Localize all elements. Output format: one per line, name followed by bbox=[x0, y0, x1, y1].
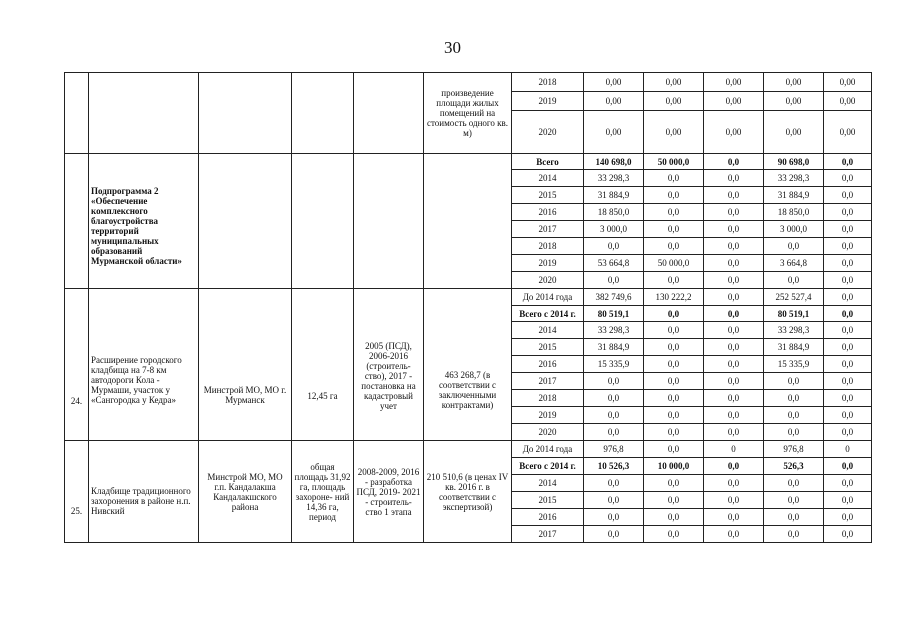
amount-cell: 10 000,0 bbox=[644, 458, 704, 475]
amount-cell: 0,00 bbox=[584, 111, 644, 154]
amount-cell: 0,0 bbox=[644, 475, 704, 492]
amount-cell: 0,0 bbox=[824, 390, 872, 407]
amount-cell: 0,0 bbox=[584, 272, 644, 289]
amount-cell: 0,00 bbox=[644, 111, 704, 154]
amount-cell: 0 bbox=[824, 441, 872, 458]
amount-cell: 0,0 bbox=[824, 322, 872, 339]
amount-cell: 0,0 bbox=[764, 272, 824, 289]
year-cell: 2020 bbox=[512, 424, 584, 441]
amount-cell: 0,0 bbox=[824, 238, 872, 255]
col-num-cell bbox=[65, 154, 89, 289]
amount-cell: 0,0 bbox=[824, 492, 872, 509]
amount-cell: 140 698,0 bbox=[584, 154, 644, 170]
amount-cell: 976,8 bbox=[764, 441, 824, 458]
year-cell: Всего с 2014 г. bbox=[512, 458, 584, 475]
year-cell: Всего bbox=[512, 154, 584, 170]
amount-cell: 0,0 bbox=[584, 492, 644, 509]
amount-cell: 31 884,9 bbox=[584, 339, 644, 356]
item-24-period: 2005 (ПСД), 2006-2016 (строитель- ство), 2017 - постановка на кадастровый учет bbox=[354, 289, 424, 441]
table-row bbox=[65, 154, 872, 170]
amount-cell: 0,0 bbox=[764, 492, 824, 509]
financing-table bbox=[64, 72, 872, 543]
amount-cell: 0,0 bbox=[584, 373, 644, 390]
amount-cell: 33 298,3 bbox=[764, 322, 824, 339]
col-name-cell bbox=[89, 73, 199, 154]
amount-cell: 0,0 bbox=[764, 373, 824, 390]
year-cell: До 2014 года bbox=[512, 441, 584, 458]
amount-cell: 0,0 bbox=[644, 272, 704, 289]
amount-cell: 33 298,3 bbox=[584, 322, 644, 339]
amount-cell: 0,00 bbox=[824, 111, 872, 154]
amount-cell: 18 850,0 bbox=[584, 204, 644, 221]
amount-cell: 0,0 bbox=[824, 407, 872, 424]
continued-cost-text: произведение площади жилых помещений на стоимость одного кв. м) bbox=[424, 73, 512, 154]
amount-cell: 0,0 bbox=[764, 526, 824, 543]
amount-cell: 0,0 bbox=[704, 475, 764, 492]
amount-cell: 3 000,0 bbox=[764, 221, 824, 238]
col-org-cell bbox=[199, 154, 292, 289]
item-24-capacity: 12,45 га bbox=[292, 289, 354, 441]
amount-cell: 0,00 bbox=[584, 92, 644, 111]
amount-cell: 0,0 bbox=[704, 204, 764, 221]
amount-cell: 3 000,0 bbox=[584, 221, 644, 238]
amount-cell: 0,0 bbox=[704, 187, 764, 204]
amount-cell: 526,3 bbox=[764, 458, 824, 475]
amount-cell: 31 884,9 bbox=[584, 187, 644, 204]
amount-cell: 0,0 bbox=[644, 441, 704, 458]
amount-cell: 0,0 bbox=[824, 221, 872, 238]
amount-cell: 0,0 bbox=[824, 170, 872, 187]
amount-cell: 0,0 bbox=[644, 373, 704, 390]
amount-cell: 50 000,0 bbox=[644, 255, 704, 272]
amount-cell: 0,0 bbox=[644, 390, 704, 407]
amount-cell: 0,0 bbox=[704, 255, 764, 272]
amount-cell: 0,0 bbox=[704, 339, 764, 356]
amount-cell: 18 850,0 bbox=[764, 204, 824, 221]
amount-cell: 0,0 bbox=[704, 272, 764, 289]
year-cell: 2018 bbox=[512, 73, 584, 92]
amount-cell: 0,0 bbox=[764, 509, 824, 526]
page-number: 30 bbox=[444, 38, 461, 57]
amount-cell: 0,0 bbox=[644, 339, 704, 356]
amount-cell: 0,0 bbox=[644, 221, 704, 238]
year-cell: 2014 bbox=[512, 170, 584, 187]
year-cell: 2020 bbox=[512, 111, 584, 154]
amount-cell: 0,0 bbox=[584, 424, 644, 441]
subprogram-title: Подпрограмма 2 «Обеспечение комплексного благоустройства территорий муниципальных образований Мурманской области» bbox=[89, 154, 199, 289]
amount-cell: 3 664,8 bbox=[764, 255, 824, 272]
amount-cell: 0,0 bbox=[824, 458, 872, 475]
year-cell: 2014 bbox=[512, 322, 584, 339]
amount-cell: 0,0 bbox=[764, 424, 824, 441]
year-cell: До 2014 года bbox=[512, 289, 584, 306]
amount-cell: 0,0 bbox=[824, 272, 872, 289]
table-row bbox=[65, 289, 872, 306]
amount-cell: 0,0 bbox=[704, 221, 764, 238]
amount-cell: 0,0 bbox=[704, 154, 764, 170]
col-org-cell bbox=[199, 73, 292, 154]
item-25-organization: Минстрой МО, МО г.п. Кандалакша Кандалакшского района bbox=[199, 441, 292, 543]
amount-cell: 0,0 bbox=[704, 289, 764, 306]
amount-cell: 0,0 bbox=[824, 373, 872, 390]
amount-cell: 0,0 bbox=[824, 187, 872, 204]
amount-cell: 0,00 bbox=[824, 92, 872, 111]
amount-cell: 0,0 bbox=[824, 306, 872, 322]
amount-cell: 33 298,3 bbox=[584, 170, 644, 187]
year-cell: 2015 bbox=[512, 492, 584, 509]
amount-cell: 0,0 bbox=[704, 238, 764, 255]
amount-cell: 0,0 bbox=[644, 526, 704, 543]
amount-cell: 0,0 bbox=[704, 492, 764, 509]
amount-cell: 0,0 bbox=[704, 322, 764, 339]
amount-cell: 0,0 bbox=[704, 509, 764, 526]
amount-cell: 0,00 bbox=[644, 92, 704, 111]
amount-cell: 0,0 bbox=[644, 238, 704, 255]
item-24-organization: Минстрой МО, МО г. Мурманск bbox=[199, 289, 292, 441]
amount-cell: 0,0 bbox=[764, 475, 824, 492]
item-25-period: 2008-2009, 2016 - разработка ПСД, 2019- 2021 - строитель- ство 1 этапа bbox=[354, 441, 424, 543]
amount-cell: 0,0 bbox=[644, 170, 704, 187]
col-cost-cell bbox=[424, 154, 512, 289]
item-24-name: Расширение городского кладбища на 7-8 км автодороги Кола - Мурмаши, участок у «Сангородка у Кедра» bbox=[89, 289, 199, 441]
amount-cell: 0,00 bbox=[824, 73, 872, 92]
amount-cell: 0,0 bbox=[704, 170, 764, 187]
amount-cell: 0,0 bbox=[704, 407, 764, 424]
amount-cell: 0,0 bbox=[764, 407, 824, 424]
year-cell: 2016 bbox=[512, 356, 584, 373]
item-25-name: Кладбище традиционного захоронения в районе н.п. Нивский bbox=[89, 441, 199, 543]
amount-cell: 976,8 bbox=[584, 441, 644, 458]
year-cell: 2018 bbox=[512, 238, 584, 255]
amount-cell: 0,0 bbox=[824, 255, 872, 272]
col-num-cell bbox=[65, 73, 89, 154]
amount-cell: 0,0 bbox=[644, 492, 704, 509]
col-period-cell bbox=[354, 73, 424, 154]
amount-cell: 0,0 bbox=[704, 390, 764, 407]
amount-cell: 50 000,0 bbox=[644, 154, 704, 170]
amount-cell: 0,0 bbox=[824, 424, 872, 441]
amount-cell: 0,00 bbox=[644, 73, 704, 92]
item-25-number: 25. bbox=[65, 441, 89, 543]
year-cell: 2016 bbox=[512, 509, 584, 526]
amount-cell: 0,0 bbox=[824, 339, 872, 356]
amount-cell: 0,0 bbox=[644, 306, 704, 322]
col-capacity-cell bbox=[292, 154, 354, 289]
amount-cell: 0,0 bbox=[644, 509, 704, 526]
table-row bbox=[65, 73, 872, 92]
year-cell: 2019 bbox=[512, 407, 584, 424]
year-cell: 2015 bbox=[512, 339, 584, 356]
amount-cell: 0,00 bbox=[764, 92, 824, 111]
amount-cell: 0,0 bbox=[704, 356, 764, 373]
amount-cell: 0,0 bbox=[584, 238, 644, 255]
year-cell: 2019 bbox=[512, 92, 584, 111]
amount-cell: 0,0 bbox=[704, 306, 764, 322]
year-cell: 2018 bbox=[512, 390, 584, 407]
item-25-cost: 210 510,6 (в ценах IV кв. 2016 г. в соответствии с экспертизой) bbox=[424, 441, 512, 543]
item-24-number: 24. bbox=[65, 289, 89, 441]
amount-cell: 0,0 bbox=[644, 187, 704, 204]
amount-cell: 0,0 bbox=[704, 373, 764, 390]
year-cell: Всего с 2014 г. bbox=[512, 306, 584, 322]
amount-cell: 80 519,1 bbox=[764, 306, 824, 322]
year-cell: 2017 bbox=[512, 526, 584, 543]
amount-cell: 0,0 bbox=[644, 322, 704, 339]
amount-cell: 0,0 bbox=[584, 475, 644, 492]
amount-cell: 31 884,9 bbox=[764, 187, 824, 204]
amount-cell: 33 298,3 bbox=[764, 170, 824, 187]
amount-cell: 0,00 bbox=[704, 111, 764, 154]
amount-cell: 0 bbox=[704, 441, 764, 458]
amount-cell: 0,0 bbox=[644, 407, 704, 424]
amount-cell: 0,00 bbox=[584, 73, 644, 92]
amount-cell: 0,0 bbox=[824, 289, 872, 306]
amount-cell: 31 884,9 bbox=[764, 339, 824, 356]
amount-cell: 0,0 bbox=[824, 526, 872, 543]
amount-cell: 0,0 bbox=[584, 526, 644, 543]
year-cell: 2016 bbox=[512, 204, 584, 221]
amount-cell: 0,0 bbox=[824, 475, 872, 492]
amount-cell: 252 527,4 bbox=[764, 289, 824, 306]
amount-cell: 0,0 bbox=[584, 390, 644, 407]
amount-cell: 0,0 bbox=[824, 356, 872, 373]
year-cell: 2014 bbox=[512, 475, 584, 492]
amount-cell: 382 749,6 bbox=[584, 289, 644, 306]
amount-cell: 0,0 bbox=[704, 526, 764, 543]
amount-cell: 0,00 bbox=[764, 111, 824, 154]
amount-cell: 0,00 bbox=[704, 73, 764, 92]
amount-cell: 0,0 bbox=[824, 204, 872, 221]
amount-cell: 80 519,1 bbox=[584, 306, 644, 322]
amount-cell: 0,0 bbox=[644, 424, 704, 441]
amount-cell: 90 698,0 bbox=[764, 154, 824, 170]
amount-cell: 53 664,8 bbox=[584, 255, 644, 272]
amount-cell: 0,00 bbox=[704, 92, 764, 111]
year-cell: 2017 bbox=[512, 221, 584, 238]
amount-cell: 0,0 bbox=[644, 204, 704, 221]
col-period-cell bbox=[354, 154, 424, 289]
amount-cell: 0,0 bbox=[644, 356, 704, 373]
amount-cell: 0,0 bbox=[824, 154, 872, 170]
amount-cell: 0,0 bbox=[584, 509, 644, 526]
col-capacity-cell bbox=[292, 73, 354, 154]
amount-cell: 15 335,9 bbox=[764, 356, 824, 373]
amount-cell: 0,00 bbox=[764, 73, 824, 92]
year-cell: 2020 bbox=[512, 272, 584, 289]
amount-cell: 0,0 bbox=[764, 238, 824, 255]
amount-cell: 0,0 bbox=[764, 390, 824, 407]
amount-cell: 0,0 bbox=[704, 424, 764, 441]
year-cell: 2019 bbox=[512, 255, 584, 272]
amount-cell: 0,0 bbox=[584, 407, 644, 424]
table-row bbox=[65, 441, 872, 458]
year-cell: 2017 bbox=[512, 373, 584, 390]
amount-cell: 130 222,2 bbox=[644, 289, 704, 306]
amount-cell: 0,0 bbox=[824, 509, 872, 526]
amount-cell: 10 526,3 bbox=[584, 458, 644, 475]
item-25-capacity: общая площадь 31,92 га, площадь захороне- ний 14,36 га, период bbox=[292, 441, 354, 543]
amount-cell: 0,0 bbox=[704, 458, 764, 475]
amount-cell: 15 335,9 bbox=[584, 356, 644, 373]
year-cell: 2015 bbox=[512, 187, 584, 204]
item-24-cost: 463 268,7 (в соответствии с заключенными контрактами) bbox=[424, 289, 512, 441]
